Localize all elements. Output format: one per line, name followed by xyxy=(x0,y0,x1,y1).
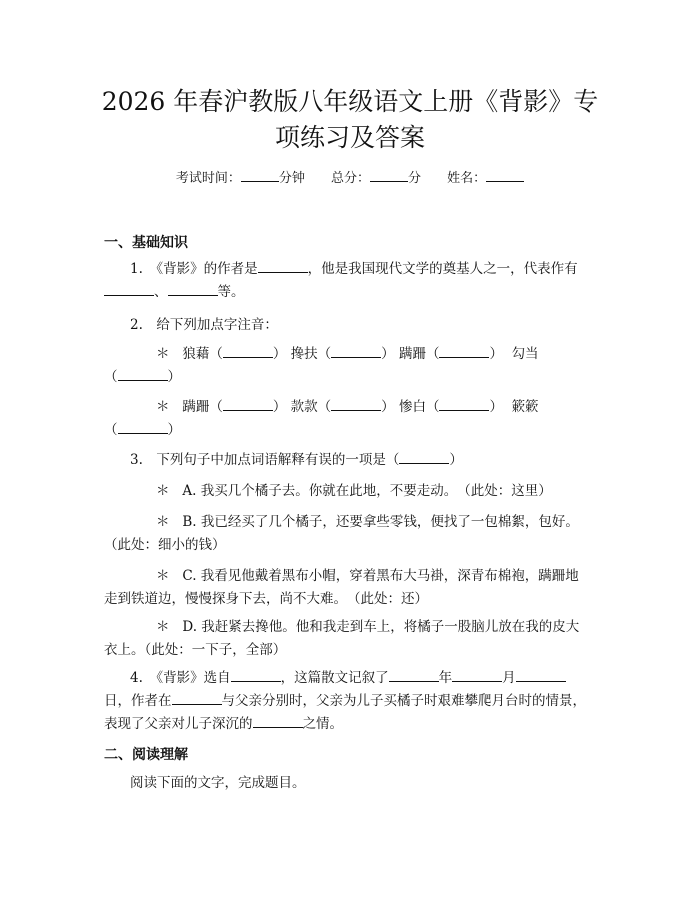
option-a xyxy=(104,480,600,503)
q3-text-a: 3. 下列句子中加点词语解释有误的一项是（ xyxy=(130,452,400,468)
question-1 xyxy=(104,258,600,304)
option-c xyxy=(104,565,600,611)
q1-blank-work-1 xyxy=(104,281,154,296)
q2-word: 款款 xyxy=(290,399,318,415)
paren-open: （ xyxy=(317,399,332,415)
q4-text-h: 之情。 xyxy=(302,716,343,732)
section-heading-basics: 一、基础知识 xyxy=(104,235,188,251)
option-c-line-1: C. 我看见他戴着黑布小帽，穿着黑布大马褂，深青布棉袍，蹒跚地 xyxy=(182,568,579,584)
pinyin-blank xyxy=(331,396,381,411)
q4-blank-month xyxy=(452,667,502,682)
option-d xyxy=(104,616,600,662)
q1-text-b: ，他是我国现代文学的奠基人之一，代表作有 xyxy=(307,261,578,277)
option-c-line-2: 走到铁道边，慢慢探身下去，尚不大难。 （此处：还） xyxy=(104,591,428,607)
bullet-star: ＊ xyxy=(156,346,170,362)
q4-text-a: 4. 《背影》选自 xyxy=(130,670,231,686)
paren-open: （ xyxy=(104,422,118,438)
option-d-line-1: D. 我赶紧去搀他。他和我走到车上，将橘子一股脑儿放在我的皮大 xyxy=(182,619,580,635)
title-line-1: 2026 年春沪教版八年级语文上册《背影》专 xyxy=(101,87,599,116)
title-line-2: 项练习及答案 xyxy=(274,123,425,152)
q1-text-a: 1. 《背影》的作者是 xyxy=(130,261,258,277)
pinyin-blank xyxy=(223,343,273,358)
bullet-star: ＊ xyxy=(156,568,170,584)
q4-text-e: 日，作者在 xyxy=(104,693,172,709)
q4-text-f: 与父亲分别时，父亲为儿子买橘子时艰难攀爬月台时的情景， xyxy=(221,693,586,709)
q2-word: 蹒跚 xyxy=(182,399,210,415)
paren-open: （ xyxy=(317,346,332,362)
q2-word: 勾当 xyxy=(511,346,539,362)
q2-word: 蹒跚 xyxy=(398,346,426,362)
paren-open: （ xyxy=(104,369,118,385)
q3-answer-blank xyxy=(399,449,449,464)
section-heading-reading: 二、阅读理解 xyxy=(104,747,188,763)
q4-text-g: 表现了父亲对儿子深沉的 xyxy=(104,716,253,732)
q4-blank-year xyxy=(389,667,439,682)
q1-blank-author xyxy=(258,258,308,273)
option-d-line-2: 衣上。（此处：一下子，全部） xyxy=(104,642,287,658)
q4-text-b: ，这篇散文记叙了 xyxy=(280,670,389,686)
q1-text-c: 、 xyxy=(154,284,168,300)
option-b-line-1: B. 我已经买了几个橘子，还要拿些零钱，便找了一包棉絮，包好。 xyxy=(182,514,579,530)
paren-open: （ xyxy=(425,399,440,415)
q2-word: 搀扶 xyxy=(290,346,318,362)
pinyin-blank xyxy=(439,396,489,411)
option-a-text: A. 我买几个橘子去。你就在此地，不要走动。 （此处：这里） xyxy=(182,483,552,499)
pinyin-blank xyxy=(223,396,273,411)
option-b-line-2: （此处：细小的钱） xyxy=(104,537,226,553)
pinyin-blank xyxy=(118,366,168,381)
paren-close: ） xyxy=(167,369,181,385)
paren-close: ） xyxy=(381,346,395,362)
document-title xyxy=(60,84,640,156)
paren-open: （ xyxy=(209,399,223,415)
q1-text-d: 等。 xyxy=(217,284,245,300)
bullet-star: ＊ xyxy=(156,399,170,415)
q2-word: 惨白 xyxy=(398,399,426,415)
bullet-star: ＊ xyxy=(156,483,170,499)
q4-blank-place xyxy=(172,690,222,705)
q3-text-b: ） xyxy=(449,452,463,468)
q2-row-2 xyxy=(104,396,600,442)
paren-close: ） xyxy=(167,422,181,438)
paren-close: ） xyxy=(272,346,287,362)
score-unit: 分 xyxy=(408,171,422,186)
q4-blank-source xyxy=(231,667,281,682)
q4-blank-emotion xyxy=(253,713,303,728)
score-blank xyxy=(370,167,408,182)
time-unit: 分钟 xyxy=(278,171,305,186)
bullet-star: ＊ xyxy=(156,514,170,530)
paren-close: ） xyxy=(489,346,503,362)
q2-word: 狼藉 xyxy=(182,346,210,362)
paren-close: ） xyxy=(489,399,503,415)
paren-open: （ xyxy=(425,346,440,362)
pinyin-blank xyxy=(118,419,168,434)
question-2: 2. 给下列加点字注音： xyxy=(130,317,278,333)
score-label: 总分： xyxy=(330,171,370,186)
reading-intro: 阅读下面的文字，完成题目。 xyxy=(130,775,306,791)
pinyin-blank xyxy=(331,343,381,358)
time-label: 考试时间： xyxy=(175,171,241,186)
question-4 xyxy=(104,667,600,736)
bullet-star: ＊ xyxy=(156,619,170,635)
name-blank xyxy=(486,167,524,182)
name-label: 姓名： xyxy=(447,171,487,186)
q4-blank-day xyxy=(516,667,566,682)
paren-close: ） xyxy=(381,399,395,415)
q4-text-c: 年 xyxy=(438,670,453,686)
exam-info xyxy=(0,167,700,186)
paren-open: （ xyxy=(209,346,223,362)
q1-blank-work-2 xyxy=(168,281,218,296)
q4-text-d: 月 xyxy=(502,670,516,686)
question-3 xyxy=(104,449,626,472)
time-blank xyxy=(241,167,279,182)
option-b xyxy=(104,511,600,557)
q2-word: 簌簌 xyxy=(511,399,539,415)
pinyin-blank xyxy=(439,343,489,358)
paren-close: ） xyxy=(272,399,287,415)
q2-row-1 xyxy=(104,343,600,389)
